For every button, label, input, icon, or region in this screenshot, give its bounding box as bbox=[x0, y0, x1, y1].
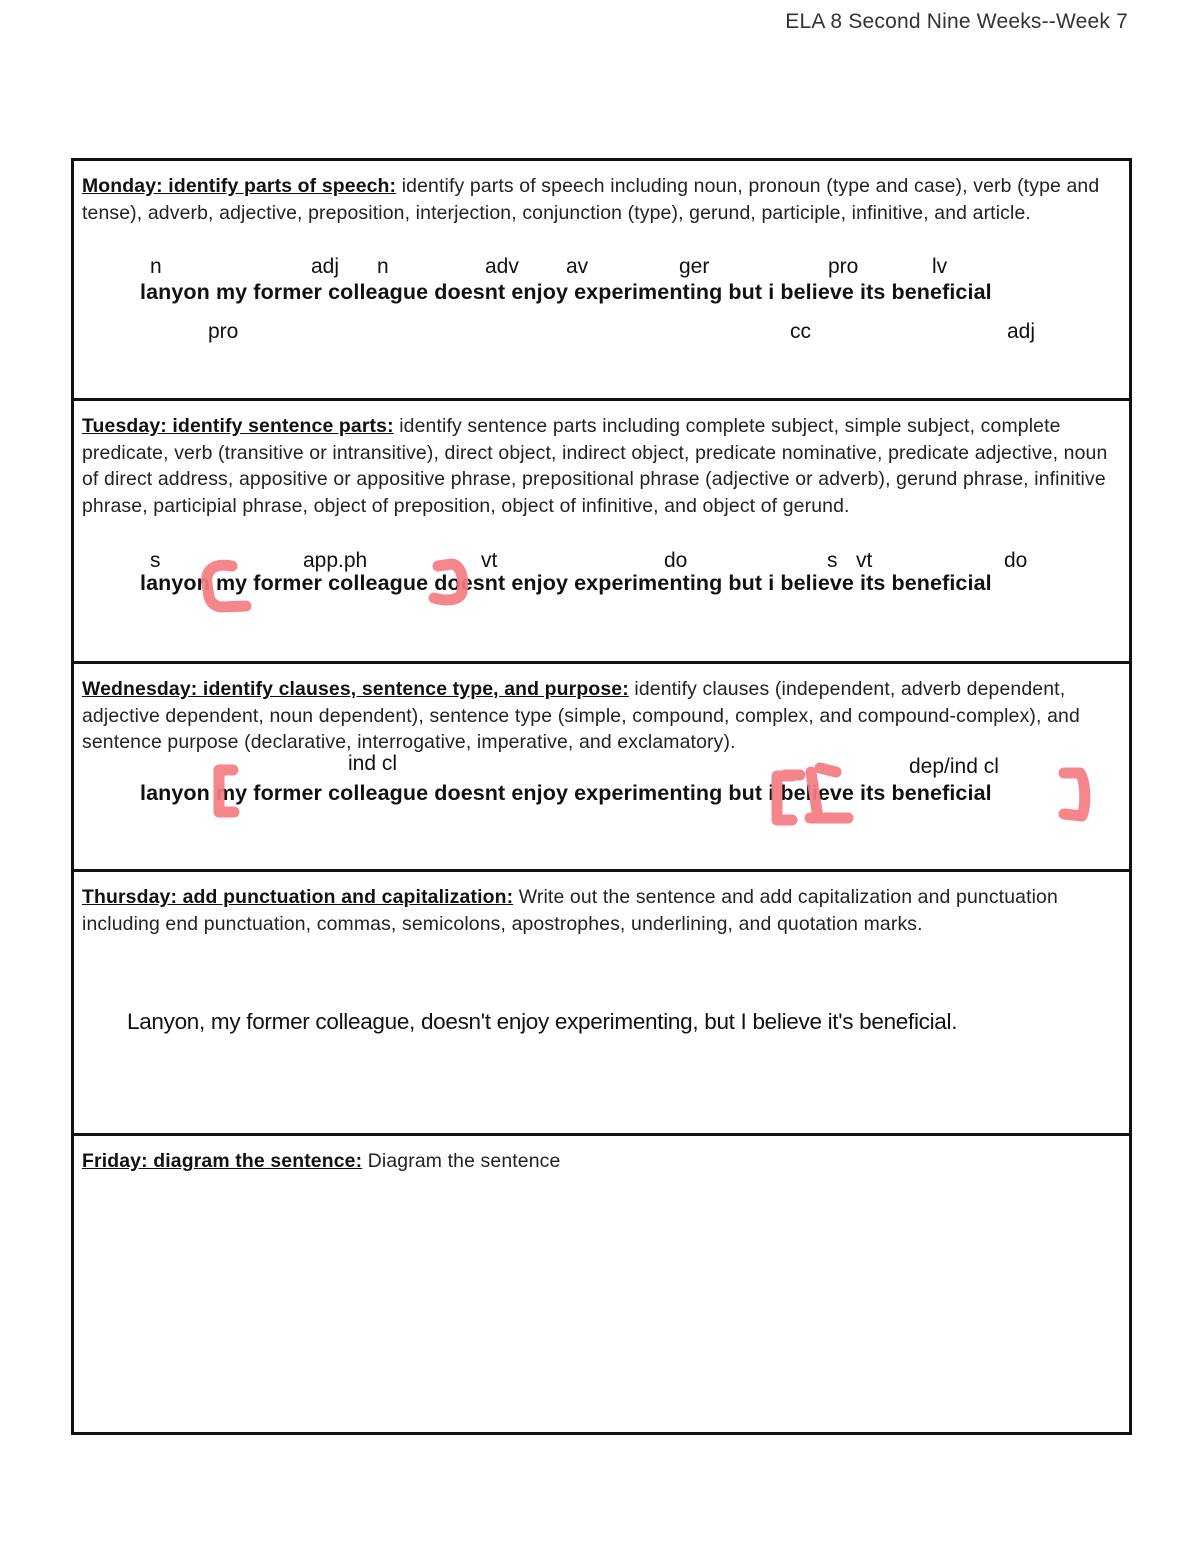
sentence-part-label: vt bbox=[856, 549, 873, 572]
tuesday-instructions-text: identify sentence parts including complete subject, simple subject, complete predicate, verb (transitive or intransitive), direct object, indirect object, predicate nominative, predicate adjective, noun of direct address, appositive or appositive phrase, prepositional phrase (adjective or adverb), gerund phrase, infinitive phrase, participial phrase, object of preposition, object of infinitive, and object of gerund. bbox=[82, 415, 1108, 517]
friday-instructions bbox=[82, 1148, 1119, 1175]
pos-label: n bbox=[150, 255, 162, 278]
monday-sentence: lanyon my former colleague doesnt enjoy experimenting but i believe its beneficial bbox=[140, 280, 992, 304]
page-header: ELA 8 Second Nine Weeks--Week 7 bbox=[785, 10, 1128, 33]
tuesday-section bbox=[74, 398, 1129, 661]
pos-label: adj bbox=[311, 255, 340, 278]
monday-section bbox=[74, 161, 1129, 398]
friday-title: Friday: diagram the sentence: bbox=[82, 1150, 363, 1172]
pos-label: av bbox=[566, 255, 589, 278]
sentence-part-label: vt bbox=[481, 549, 498, 572]
wednesday-instructions-text: identify clauses (independent, adverb dependent, adjective dependent, noun dependent), sentence type (simple, compound, complex, and compound-complex), and sentence purpose (declarative, interrogative, imperative, and exclamatory). bbox=[82, 678, 1080, 753]
clause-label: dep/ind cl bbox=[909, 755, 999, 778]
sentence-part-label: s bbox=[150, 549, 161, 572]
pos-label: adv bbox=[485, 255, 519, 278]
thursday-title: Thursday: add punctuation and capitalization: bbox=[82, 886, 514, 908]
monday-instructions bbox=[82, 173, 1119, 226]
friday-instructions-text: Diagram the sentence bbox=[362, 1150, 561, 1172]
pos-label: adj bbox=[1007, 320, 1036, 343]
thursday-answer: Lanyon, my former colleague, doesn't enjoy experimenting, but I believe it's beneficial. bbox=[127, 1009, 958, 1034]
pos-label: pro bbox=[828, 255, 859, 278]
thursday-instructions bbox=[82, 884, 1119, 937]
pos-label: cc bbox=[790, 320, 811, 343]
pos-label: pro bbox=[208, 320, 239, 343]
wednesday-instructions bbox=[82, 676, 1119, 756]
tuesday-sentence: lanyon my former colleague doesnt enjoy experimenting but i believe its beneficial bbox=[140, 571, 992, 595]
worksheet-table bbox=[71, 158, 1132, 1435]
wednesday-section bbox=[74, 661, 1129, 869]
thursday-instructions-text: Write out the sentence and add capitalization and punctuation including end punctuation, commas, semicolons, apostrophes, underlining, and quotation marks. bbox=[82, 886, 1058, 935]
sentence-part-label: do bbox=[1004, 549, 1028, 572]
wednesday-sentence: lanyon my former colleague doesnt enjoy experimenting but i believe its beneficial bbox=[140, 781, 992, 805]
sentence-part-label: s bbox=[827, 549, 838, 572]
wednesday-title: Wednesday: identify clauses, sentence type, and purpose: bbox=[82, 678, 629, 700]
monday-instructions-text: identify parts of speech including noun, pronoun (type and case), verb (type and tense), adverb, adjective, preposition, interjection, conjunction (type), gerund, participle, infinitive, and article. bbox=[82, 175, 1100, 224]
friday-section bbox=[74, 1133, 1129, 1432]
pos-label: ger bbox=[679, 255, 710, 278]
pos-label: n bbox=[377, 255, 389, 278]
tuesday-title: Tuesday: identify sentence parts: bbox=[82, 415, 394, 437]
tuesday-instructions bbox=[82, 413, 1119, 519]
sentence-part-label: app.ph bbox=[303, 549, 368, 572]
clause-label: ind cl bbox=[348, 752, 398, 775]
sentence-part-label: do bbox=[664, 549, 688, 572]
pos-label: lv bbox=[932, 255, 948, 278]
thursday-section bbox=[74, 869, 1129, 1133]
monday-title: Monday: identify parts of speech: bbox=[82, 175, 397, 197]
